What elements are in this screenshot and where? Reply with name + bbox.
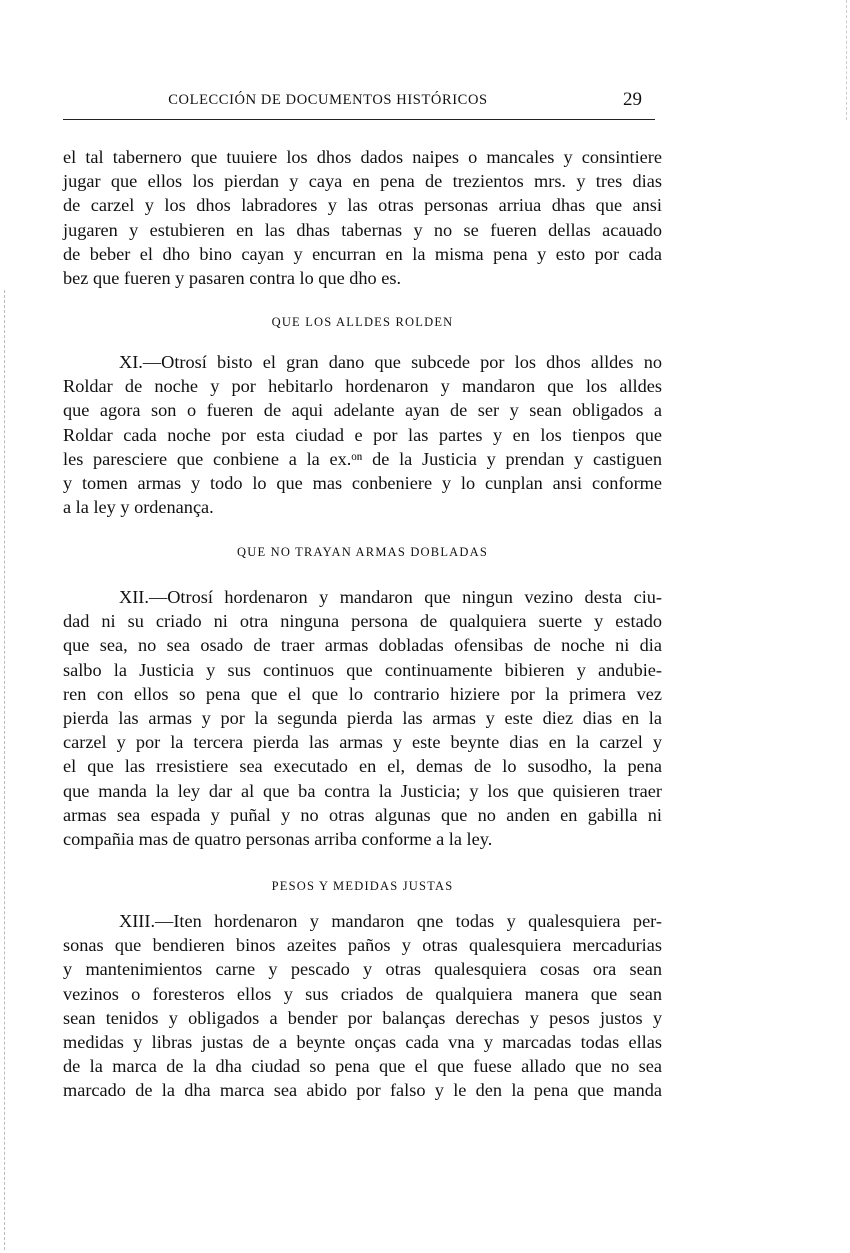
text-line: Roldar de noche y por hebitarlo hordenaron y mandaron que los alldes	[63, 376, 662, 397]
text-line: XIII.—Iten hordenaron y mandaron qne todas y qualesquiera per-	[119, 911, 662, 931]
text-line: y tomen armas y todo lo que mas conbeniere y lo cunplan ansi conforme	[63, 472, 662, 493]
text-line: jugar que ellos los pierdan y caya en pena de trezientos mrs. y tres dias	[63, 171, 662, 192]
section-heading-xii: QUE NO TRAYAN ARMAS DOBLADAS	[237, 545, 488, 559]
text-line: medidas y libras justas de a beynte onças cada vna y marcadas todas ellas	[63, 1031, 662, 1052]
page-number: 29	[623, 89, 642, 110]
text-line: de la marca de la dha ciudad so pena que el que fuese allado que no sea	[63, 1056, 662, 1077]
section-heading-xiii: PESOS Y MEDIDAS JUSTAS	[271, 879, 454, 893]
text-line: dad ni su criado ni otra ninguna persona de qualquiera suerte y estado	[63, 611, 662, 632]
text-line: que sea, no sea osado de traer armas dobladas ofensibas de noche ni dia	[63, 635, 662, 656]
text-line: marcado de la dha marca sea abido por falso y le den la pena que manda	[63, 1080, 662, 1101]
text-line: les paresciere que conbiene a la ex.ᵒⁿ de la Justicia y prendan y castiguen	[63, 448, 662, 469]
text-line: de beber el dho bino cayan y encurran en la misma pena y esto por cada	[63, 243, 662, 264]
running-title: COLECCIÓN DE DOCUMENTOS HISTÓRICOS	[168, 92, 488, 108]
text-line: bez que fueren y pasaren contra lo que dho es.	[63, 267, 402, 288]
text-line: XII.—Otrosí hordenaron y mandaron que ningun vezino desta ciu-	[119, 587, 662, 607]
text-line: el tal tabernero que tuuiere los dhos dados naipes o mancales y consintiere	[63, 147, 662, 167]
text-line: salbo la Justicia y sus continuos que continuamente bibieren y andubie-	[63, 659, 662, 680]
text-line: jugaren y estubieren en las dhas tabernas y no se fueren dellas acauado	[63, 219, 662, 240]
text-line: armas sea espada y puñal y no otras algunas que no anden en gabilla ni	[63, 804, 662, 825]
text-line: a la ley y ordenança.	[63, 497, 214, 518]
text-line: que agora son o fueren de aqui adelante ayan de ser y sean obligados a	[63, 400, 662, 421]
header-rule	[63, 119, 655, 120]
paragraph-xiii	[63, 909, 662, 1103]
text-line: sean tenidos y obligados a bender por balanças derechas y pesos justos y	[63, 1007, 662, 1028]
scan-edge-left	[4, 290, 5, 1250]
section-heading-xi: QUE LOS ALLDES ROLDEN	[271, 315, 454, 329]
text-line: el que las rresistiere sea executado en el, demas de lo susodho, la pena	[63, 756, 662, 777]
text-line: ren con ellos so pena que el que lo contrario hiziere por la primera vez	[63, 683, 662, 704]
text-line: vezinos o foresteros ellos y sus criados de qualquiera manera que sean	[63, 983, 662, 1004]
text-line: de carzel y los dhos labradores y las otras personas arriua dhas que ansi	[63, 195, 662, 216]
text-line: sonas que bendieren binos azeites paños y otras qualesquiera mercadurias	[63, 935, 662, 956]
paragraph-continuation	[63, 145, 662, 290]
text-line: carzel y por la tercera pierda las armas y este beynte dias en la carzel y	[63, 732, 662, 753]
text-line: pierda las armas y por la segunda pierda las armas y este diez dias en la	[63, 707, 662, 728]
text-line: Roldar cada noche por esta ciudad e por las partes y en los tienpos que	[63, 424, 662, 445]
text-line: compañia mas de quatro personas arriba conforme a la ley.	[63, 828, 493, 849]
running-head	[63, 89, 662, 113]
paragraph-xii	[63, 585, 662, 851]
text-line: y mantenimientos carne y pescado y otras qualesquiera cosas ora sean	[63, 959, 662, 980]
scan-edge-right	[846, 0, 847, 120]
text-line: que manda la ley dar al que ba contra la Justicia; y los que quisieren traer	[63, 780, 662, 801]
paragraph-xi	[63, 350, 662, 519]
text-line: XI.—Otrosí bisto el gran dano que subcede por los dhos alldes no	[119, 352, 662, 372]
